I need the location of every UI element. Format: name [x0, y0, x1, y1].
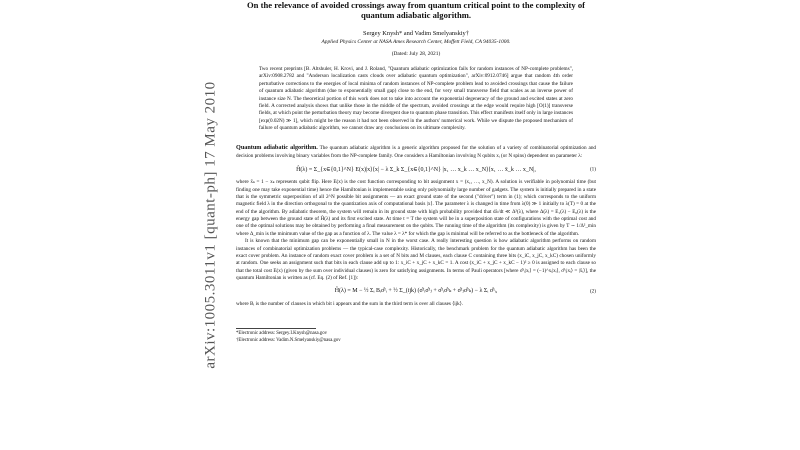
- footnote-1: *Electronic address: Sergey.I.Knysh@nasa.gov: [236, 331, 328, 337]
- paper-title: On the relevance of avoided crossings away from quantum critical point to the complexity of quantum adiabatic algorithm.: [247, 0, 585, 21]
- section-paragraph-1: [236, 144, 596, 160]
- section-paragraph-4: where Bᵢ is the number of clauses in which bit i appears and the sum in the third term is over all clauses ⟨ijk⟩.: [236, 300, 464, 307]
- equation-1-body: Ĥ(λ) = Σ_{x∈{0,1}^N} E(x)|x⟩⟨x| − λ Σ_k Σ_{x∈{0,1}^N} |x₁ … x_k … x_N⟩⟨x₁ … x̄_k … x_N|,: [296, 166, 536, 173]
- paper-page: [236, 0, 596, 345]
- equation-1: [236, 166, 596, 175]
- equation-2-number: (2): [589, 287, 596, 294]
- arxiv-identifier: arXiv:1005.3011v1 [quant-ph] 17 May 2010: [202, 81, 219, 369]
- paper-date: (Dated: July 28, 2021): [391, 51, 441, 58]
- equation-1-number: (1): [589, 166, 596, 173]
- paper-abstract: Two recent preprints [B. Altshuler, H. Krovi, and J. Roland, "Quantum adiabatic optimization fails for random instances of NP-complete problems", arXiv:0908.2782 and "Anderson localization casts clouds over adiabatic quantum optimization", arXiv:0912.0746] argue that random 4th order perturbative corrections to the energies of local minima of random instances of NP-complete problem lead to avoided crossings that cause the failure of quantum adiabatic algorithm (due to exponentially small gap) close to the end, for very small transverse field that scales as an inverse power of instance size N. The theoretical portion of this work does not to take into account the exponential degeneracy of the ground and excited states at zero field. A corrected analysis shows that unlike those in the middle of the spectrum, avoided crossings at the edge would require high [O(1)] transverse fields, at which point the perturbation theory may become divergent due to quantum phase transition. This effect manifests itself only in large instances [exp(0.02N) ≫ 1], which might be the reason it had not been observed in the authors' numerical work. While we dispute the proposed mechanism of failure of quantum adiabatic algorithm, we cannot draw any conclusions on its ultimate complexity.: [259, 66, 573, 132]
- section-quantum-adiabatic-algorithm: [236, 144, 596, 308]
- paper-affiliation: Applied Physics Center at NASA Ames Research Center, Moffett Field, CA 94035-1000.: [321, 38, 511, 45]
- footnotes: [236, 328, 341, 345]
- section-paragraph-3: It is known that the minimum gap can be exponentially small in N in the worst case. A really interesting question is how adiabatic algorithm performs on random instances of combinatorial optimization problems — the typical-case complexity. Historically, the benchmark problem for the quantum adiabatic algorithm has been the exact cover problem. An instance of random exact cover problem is a set of N bits and M clauses, each clause C containing three bits (x_iC, x_jC, x_kC) chosen uniformly at random. One seeks an assignment such that bits in each clause add up to 1: x_iC + x_jC + x_kC = 1. A cost (x_iC + x_jC + x_kC − 1)² ≥ 0 is assigned to each clause so that the total cost E(x) (given by the sum over individual clauses) is zero for satisfying assignments. In terms of Pauli operators [where σ̂ᶻᵢ|xᵢ⟩ = (−1)^xᵢ|xᵢ⟩, σ̂ˣᵢ|xᵢ⟩ = |x̄ᵢ⟩], the quantum Hamiltonian is written as (cf. Eq. (2) of Ref. [1]):: [236, 238, 596, 281]
- section-paragraph-2: where x̄ₖ = 1 − xₖ represents qubit flip. Here E(x) is the cost function corresponding to bit assignment x = (x₁, …, x_N). A solution is verifiable in polynomial time (but finding one may take exponential time) hence the Hamiltonian is implementable using only polynomially large number of gadgets. The system is initially prepared in a state that is the symmetric superposition of all 2^N possible bit assignments — an exact ground state of the second ("driver") term in (1); which corresponds to the uniform magnetic field λ in the direction orthogonal to the quantization axis of computational basis |x⟩. The parameter λ is changed in time from λ(0) ≫ 1 initially to λ(T) = 0 at the end of the algorithm. By adiabatic theorem, the system will remain in its ground state with high probability provided that dλ/dt ≪ Δ²(λ), where Δ(λ) = E₁(λ) − E₀(λ) is the energy gap between the ground state of Ĥ(λ) and its first excited state. At time t = T the system will be in a superposition state of configurations with the optimal cost and one of the optimal solutions may be obtained by performing a final measurement on the qubits. The running time of the algorithm (its complexity) is given by T ∼ 1/Δ²_min where Δ_min is the minimum value of the gap as a function of λ. The value λ = λ* for which the gap is minimal will be referred to as the bottleneck of the algorithm.: [236, 179, 596, 237]
- equation-2-body: Ĥ(λ) = M − ½ Σᵢ Bᵢσ̂ᶻᵢ + ½ Σ_(ijk) (σ̂ᶻᵢσ̂ᶻⱼ + σ̂ᶻᵢσ̂ᶻₖ + σ̂ᶻⱼσ̂ᶻₖ) − λ Σᵢ σ̂ˣᵢ,: [334, 288, 498, 295]
- paper-authors: Sergey Knysh* and Vadim Smelyanskiy†: [363, 29, 469, 37]
- equation-2: [236, 287, 596, 296]
- section-heading: Quantum adiabatic algorithm.: [236, 144, 318, 152]
- footnote-2: †Electronic address: Vadim.N.Smelyanskiy@nasa.gov: [236, 338, 341, 344]
- paragraph-text: The quantum adiabatic algorithm is a generic algorithm proposed for the solution of a variety of combinatorial optimization and decision problems involving binary variables from the NP-complete family. One considers a Hamiltonian involving N qubits xᵢ (or N spins) dependent on parameter λ:: [236, 145, 597, 160]
